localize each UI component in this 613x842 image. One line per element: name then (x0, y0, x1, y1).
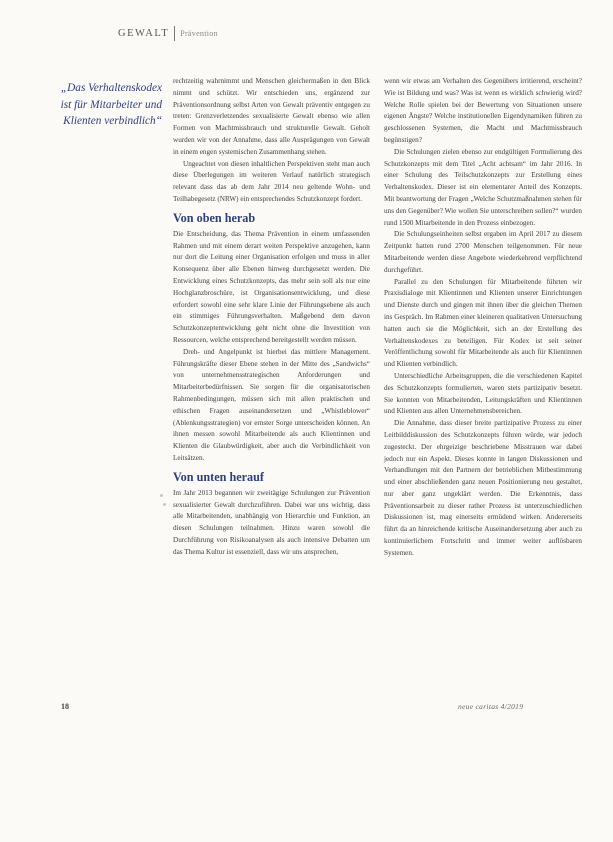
page-header (118, 26, 218, 40)
paragraph: Die Annahme, dass dieser breite partizipative Prozess zu einer Leitbilddiskussion des Schutzkonzepts führen würde, war jedoch zugesteckt. Der ehrgeizige beschriebene Misstrauen war dabei jedoch nur ein Aspekt. Dieses konnte in langen Diskussionen und Verhandlungen mit den Partnern der betrieblichen Mitbestimmung und einer abschließenden ganz neuen Positionierung neu gestaltet, nur aber ganz ungeklärt werden. Die Erkenntnis, dass Präventionsarbeit zu dieser rather Prozess ist unterzuschiedlichen Diskussionen ist, mag einerseits ermüdend wirken. Andererseits führt da an hinreichende kritische Auseinandersetzung aber auch zu kontinuierlichem Fortschritt und immer weiter auflösbaren Systemen. (384, 419, 582, 557)
section-label: GEWALT (118, 27, 170, 39)
header-divider (174, 26, 175, 41)
page-number: 18 (61, 702, 69, 711)
pull-quote: „Das Verhaltenskodex ist für Mitarbeiter und Klienten verbindlich“ (60, 82, 162, 127)
magazine-issue: neue caritas 4/2019 (458, 702, 524, 711)
section-heading-von-unten-herauf: Von unten herauf (173, 469, 264, 484)
subsection-label: Prävention (180, 28, 218, 38)
paragraph: Die Schulungseinheiten selbst ergaben im April 2017 zu diesem Zeitpunkt hatten rund 2700 Menschen teilgenommen. Für neue Mitarbeitende werden diese Angebote wiederkehrend verpflichtend durchgeführt. (384, 230, 582, 274)
scan-speck (160, 494, 163, 497)
paragraph: wenn wir etwas am Verhalten des Gegenübers irritierend, erscheint? Wie ist Bildung und was? Was ist wenn es wirklich schwierig wird? Welche Rolle spielen bei der Bewertung von Situationen unsere eigenen Ängste? Welche institutionellen Eigendynamiken führen zu geschlossenen Systemen, die Macht und Machtmissbrauch begünstigen? (384, 77, 582, 144)
paragraph: Die Entscheidung, das Thema Prävention in einem umfassenden Rahmen und mit einem derart weiten Perspektive anzugehen, kann nur dort die Leitung einer Organisation erfolgen und muss in aller Konsequenz über alle Ebenen hinweg durchgesetzt werden. Die Entwicklung eines Schutzkonzepts, das mehr sein soll als nur eine Hochglanzbroschüre, ist Organisationsentwicklung, und diese erfordert sowohl eine sehr klare Linie der Führungsebene als auch ein stimmiges Führungsverhalten. Maßgebend dem davon Schutzkonzeptentwicklung geht nicht ohne die Investition von Ressourcen, welche entsprechend bereitgestellt werden müssen. (173, 229, 370, 344)
text-column-right (384, 76, 582, 560)
paragraph: Parallel zu den Schulungen für Mitarbeitende führten wir Praxisdialoge mit Klientinnen und Klienten unserer Einrichtungen und Dienste durch und gingen mit ihnen über die gleichen Themen ins Gespräch. Im Rahmen einer kleineren qualitativen Untersuchung hatten auch sie die Möglichkeit, sich an der Erstellung des Verhaltenskodexes zu beteiligen. Für Kodex ist seit seiner Veröffentlichung sowohl für Mitarbeitende als auch für Klientinnen und Klienten verbindlich. (384, 277, 582, 369)
section-heading-von-oben-herab: Von oben herab (173, 210, 256, 225)
scan-speck (163, 503, 166, 506)
paragraph: Die Schulungen zielen ebenso zur endgültigen Formulierung des Schutzkonzepts mit dem Titel „Acht achtsam“ im Jahr 2016. In einer Schulung des Teilschutzkonzepts zur Erstellung eines Verhaltenskodex. Dieser ist ein elementarer Anteil des Konzepts. Mit beantwortung der Fragen „Welche Schutzmaßnahmen stehen für uns den Gegenüber? Wie wollen Sie unterschreiben sollen?“ wurden rund 1500 Mitarbeitende in den Prozess einbezogen. (384, 147, 582, 227)
paragraph: Dreh- und Angelpunkt ist hierbei das mittlere Management. Führungskräfte dieser Ebene stehen in der Mitte des „Sandwichs“ von unternehmensstrategischen Anforderungen und Mitarbeiterbedürfnissen. Sie sorgen für die organisatorischen Rahmenbedingungen, müssen sich mit allen praktischen und ethischen Fragen auseinandersetzen und „Whistleblower“ (Ablenkungsstrategien) vor ernster Sorge unterscheiden können. An ihnen messen sowohl Mitarbeitende als auch Klientinnen und Klienten die Glaubwürdigkeit, aber auch die Verbindlichkeit von Leitsätzen. (173, 347, 370, 462)
paragraph: rechtzeitig wahrnimmt und Menschen gleichermaßen in den Blick nimmt und schützt. Wir entschieden uns, ergänzend zur Präventionsordnung selbst Arten von Gewalt präventiv entgegen zu treten: Grenzverletzendes sexualisierte Gewalt ebenso wie allen Formen von Machtmissbrauch und strukturelle Gewalt. Geholt wurden wir von der Annahme, dass alle Ausprägungen von Gewalt in einem engen systemischen Zusammenhang stehen. (173, 77, 370, 156)
paragraph: Ungeachtet von diesen inhaltlichen Perspektiven steht man auch diese Überlegungen im weiteren Verlauf natürlich strategisch relevant dass das ab dem Jahr 2014 neu geltende Wohn- und Teilhabegesetz (NRW) ein entsprechendes Schutzkonzept fordert. (173, 159, 370, 203)
paragraph: Unterschiedliche Arbeitsgruppen, die die verschiedenen Kapitel des Schutzkonzepts formulierten, waren stets partizipativ besetzt. Sie konnten von Mitarbeitenden, Leitungskräften und Klientinnen und Klienten aus allen Unternehmensbereichen. (384, 371, 582, 416)
text-column-left (173, 76, 370, 558)
paragraph: Im Jahr 2013 begannen wir zweitägige Schulungen zur Prävention sexualisierter Gewalt durchzuführen. Dabei war uns wichtig, dass alle Mitarbeitenden, unabhängig von Hierarchie und Funktion, an diesen Schulungen teilnahmen. Hinzu waren sowohl die Durchführung von Risikoanalysen als auch intensive Debatten um das Thema Kultur ist essenziell, dass wir uns ansprechen, (173, 488, 370, 556)
